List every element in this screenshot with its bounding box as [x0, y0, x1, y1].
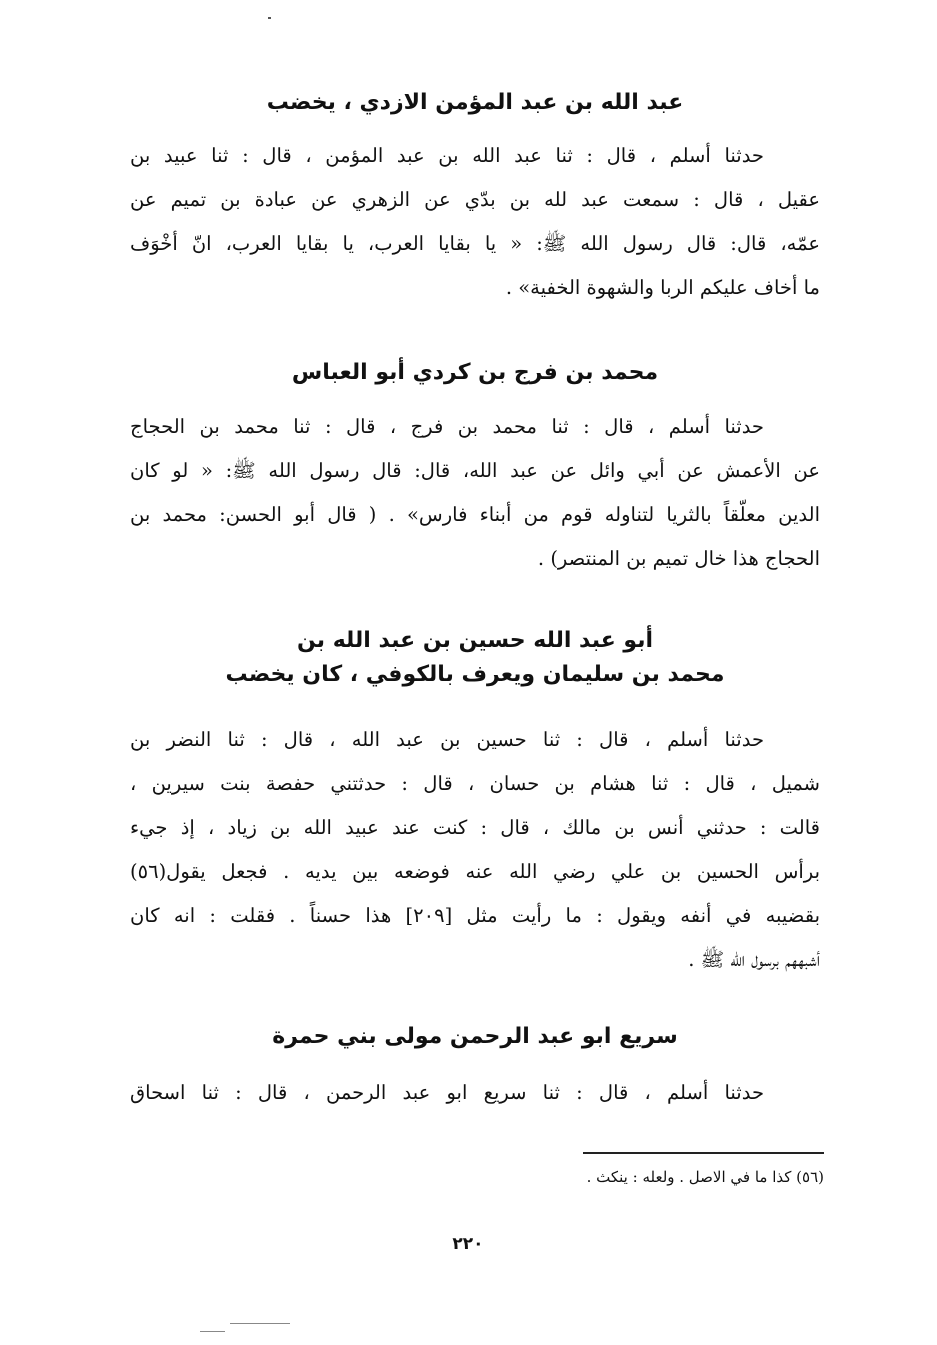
- paragraph-line: أشبههم برسول الله ﷺ .: [688, 948, 820, 971]
- heading-line: أبو عبد الله حسين بن عبد الله بن: [296, 628, 654, 653]
- paragraph-line: حدثنا أسلم ، قال : ثنا محمد بن فرج ، قال : ثنا محمد بن الحجاج: [130, 415, 764, 438]
- page-number: ٢٢٠: [452, 1234, 484, 1254]
- section-heading: [130, 624, 820, 692]
- paragraph-line: عقيل ، قال : سمعت عبد لله بن بدّي عن الزهري عن عبادة بن تميم عن: [130, 188, 820, 211]
- paragraph-line: حدثنا أسلم ، قال : ثنا سريع ابو عبد الرحمن ، قال : ثنا اسحاق: [130, 1081, 764, 1104]
- scan-mark: [230, 1323, 290, 1324]
- paragraph-line: الدين معلّقاً بالثريا لتناوله قوم من أبناء فارس» . ( قال أبو الحسن: محمد بن: [130, 503, 820, 526]
- paragraph-line: الحجاج هذا خال تميم بن المنتصر) .: [537, 547, 820, 570]
- section-paragraph: [130, 134, 820, 310]
- footnote: (٥٦) كذا ما في الاصل . ولعله : ينكث .: [586, 1168, 824, 1186]
- paragraph-line: ما أخاف عليكم الربا والشهوة الخفية» .: [505, 276, 820, 299]
- paragraph-line: عمّه، قال: قال رسول الله ﷺ: « يا بقايا العرب، يا بقايا العرب، انّ أخْوَف: [130, 232, 820, 255]
- paragraph-line: قالت : حدثني أنس بن مالك ، قال : كنت عند عبيد الله بن زياد ، إذ جيء: [130, 816, 820, 839]
- section-paragraph: [130, 405, 820, 581]
- scan-mark: [200, 1331, 225, 1332]
- paragraph-line: برأس الحسين بن علي رضي الله عنه فوضعه بين يديه . فجعل يقول(٥٦): [130, 860, 820, 883]
- section-paragraph: [130, 718, 820, 982]
- paragraph-line: عن الأعمش عن أبي وائل عن عبد الله، قال: قال رسول الله ﷺ: « لو كان: [130, 459, 820, 482]
- scan-speck: [268, 17, 271, 19]
- heading-line: محمد بن سليمان ويعرف بالكوفي ، كان يخضب: [225, 662, 725, 687]
- section-heading: [130, 1020, 820, 1054]
- heading-line: محمد بن فرج بن كردي أبو العباس: [291, 360, 659, 385]
- heading-line: عبد الله بن عبد المؤمن الازدي ، يخضب: [266, 90, 684, 115]
- paragraph-line: حدثنا أسلم ، قال : ثنا عبد الله بن عبد المؤمن ، قال : ثنا عبيد بن: [130, 144, 764, 167]
- section-heading: [130, 86, 820, 120]
- section-heading: [130, 356, 820, 390]
- paragraph-line: شميل ، قال : ثنا هشام بن حسان ، قال : حدثتني حفصة بنت سيرين ،: [130, 772, 820, 795]
- paragraph-line: حدثنا أسلم ، قال : ثنا حسين بن عبد الله ، قال : ثنا النضر بن: [130, 728, 764, 751]
- footnote-rule: [583, 1152, 824, 1154]
- heading-line: سريع ابو عبد الرحمن مولى بني حمرة: [272, 1024, 678, 1049]
- paragraph-line: بقضيبه في أنفه ويقول : ما رأيت مثل [٢٠٩] هذا حسناً . فقلت : انه كان: [130, 904, 820, 927]
- section-paragraph: [130, 1071, 820, 1115]
